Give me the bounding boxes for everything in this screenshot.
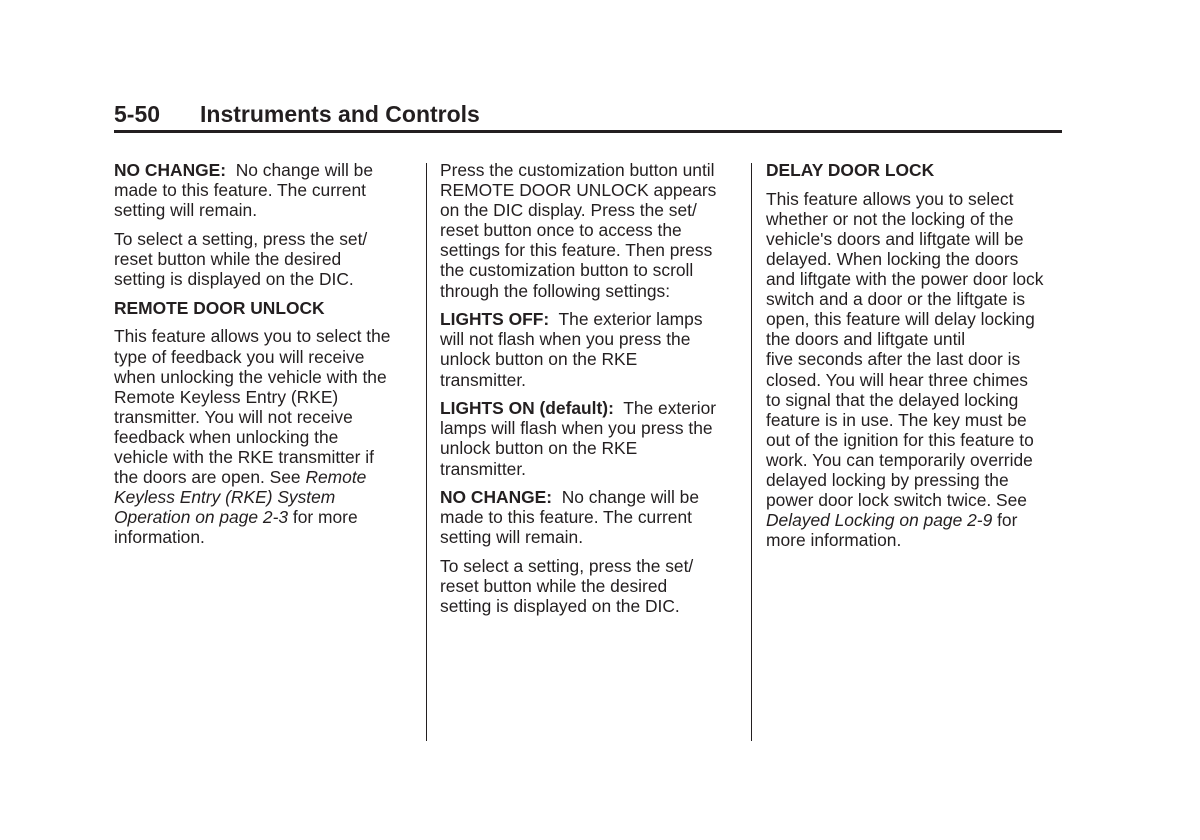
remote-door-unlock-paragraph: This feature allows you to select the type of feedback you will receive when unlocking the vehicle with the Remote Keyless Entry (RKE) transmitter. You will not receive feedback when unlocking the vehicle with the RKE transmitter if the doors are open. See Remote Keyless Entry (RKE) System Operation on page 2-3 for more information. [114, 326, 414, 547]
section-heading: DELAY DOOR LOCK [766, 160, 935, 180]
no-change-paragraph: NO CHANGE: No change will be made to this feature. The current setting will remain. [114, 160, 374, 221]
cross-reference: Keyless Entry (RKE) System [114, 487, 336, 508]
term-label: LIGHTS OFF: [440, 309, 550, 330]
column-3 [766, 160, 1066, 559]
section-heading: REMOTE DOOR UNLOCK [114, 297, 325, 318]
cross-reference: Remote [305, 467, 367, 488]
no-change-paragraph: NO CHANGE: No change will be made to this feature. The current setting will remain. [440, 487, 700, 548]
column-1 [114, 160, 414, 556]
lights-off-paragraph: LIGHTS OFF: The exterior lamps will not flash when you press the unlock button on the RKE transmitter. [440, 309, 703, 390]
column-divider [426, 163, 427, 741]
cross-reference: Operation on page 2-3 [114, 507, 289, 528]
lights-on-paragraph: LIGHTS ON (default): The exterior lamps will flash when you press the unlock button on the RKE transmitter. [440, 398, 717, 479]
column-2 [440, 160, 740, 625]
delay-door-lock-paragraph: This feature allows you to select whether or not the locking of the vehicle's doors and liftgate will be delayed. When locking the doors and liftgate with the power door lock switch and a door or the liftgate is open, this feature will delay locking the doors and liftgate until five seconds after the last door is closed. You will hear three chimes to signal that the delayed locking feature is in use. The key must be out of the ignition for this feature to work. You can temporarily override delayed locking by pressing the power door lock switch twice. See Delayed Locking on page 2-9 for more information. [766, 188, 1044, 551]
section-title: Instruments and Controls [200, 101, 480, 127]
term-label: NO CHANGE: [440, 487, 553, 508]
term-label: NO CHANGE: [114, 160, 227, 180]
page-header [114, 100, 1062, 133]
select-setting-paragraph: To select a setting, press the set/ reset button while the desired setting is displayed on the DIC. [114, 228, 368, 290]
column-divider [751, 163, 752, 741]
page-number: 5-50 [114, 101, 161, 127]
select-setting-paragraph: To select a setting, press the set/ reset button while the desired setting is displayed on the DIC. [440, 556, 694, 617]
customization-paragraph: Press the customization button until REMOTE DOOR UNLOCK appears on the DIC display. Press the set/ reset button once to access the settings for this feature. Then press the customization button to scroll through the following settings: [440, 160, 717, 301]
term-label: LIGHTS ON (default): [440, 398, 614, 419]
cross-reference: Delayed Locking on page 2-9 [766, 510, 993, 531]
